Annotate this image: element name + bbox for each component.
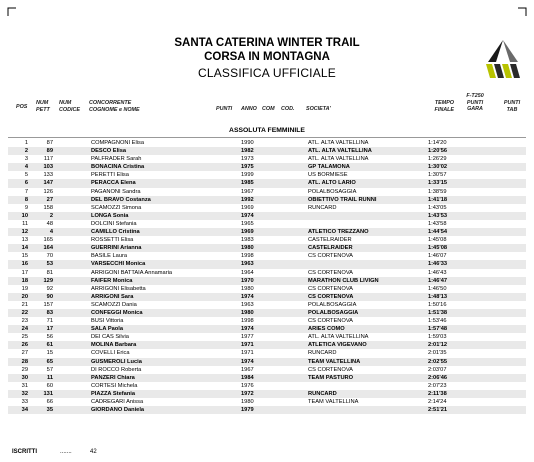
rank-cell: 10: [21, 212, 28, 219]
athlete-name-cell: LONGA Sonia: [91, 212, 129, 219]
bib-cell: 35: [46, 407, 53, 414]
birth-year-cell: 1998: [241, 253, 254, 260]
club-cell: CS CORTENOVA: [308, 293, 354, 300]
bib-cell: 92: [46, 285, 53, 292]
athlete-name-cell: PIAZZA Stefania: [91, 390, 136, 397]
rank-cell: 2: [24, 148, 28, 155]
birth-year-cell: 1965: [241, 220, 254, 227]
table-row: [8, 406, 526, 414]
bib-cell: 158: [43, 204, 53, 211]
finish-time-cell: 1:38'59: [428, 188, 447, 195]
athlete-name-cell: PALFRADER Sarah: [91, 156, 142, 163]
finish-time-cell: 2:02'55: [428, 358, 448, 365]
birth-year-cell: 1983: [241, 237, 254, 244]
club-cell: CS CORTENOVA: [308, 366, 353, 373]
bib-cell: 90: [46, 293, 53, 300]
athlete-name-cell: MOLINA Barbara: [91, 342, 137, 349]
bib-cell: 83: [46, 309, 53, 316]
club-cell: ATL. ALTA VALTELLINA: [308, 156, 369, 163]
header-punti-gara: F-T250 PUNTI GARA: [466, 93, 484, 112]
table-row: [8, 325, 526, 333]
table-row: [8, 293, 526, 301]
bib-cell: 129: [43, 277, 53, 284]
birth-year-cell: 1974: [241, 358, 254, 365]
table-row: [8, 163, 526, 171]
event-logo: [484, 40, 522, 80]
table-row: [8, 212, 526, 220]
rank-cell: 5: [24, 172, 28, 179]
table-row: [8, 269, 526, 277]
bib-cell: 131: [43, 390, 53, 397]
bib-cell: 117: [43, 156, 53, 163]
rank-cell: 14: [21, 245, 28, 252]
birth-year-cell: 1999: [241, 172, 254, 179]
athlete-name-cell: SCAMOZZI Dania: [91, 301, 137, 308]
birth-year-cell: 1969: [241, 229, 254, 236]
finish-time-cell: 1:45'08: [428, 245, 448, 252]
rank-cell: 33: [21, 399, 28, 405]
club-cell: ATLETICO TREZZANO: [308, 229, 369, 236]
athlete-name-cell: BASILE Laura: [91, 253, 128, 260]
table-row: [8, 398, 526, 406]
header-punti: PUNTI: [216, 106, 233, 112]
rank-cell: 28: [21, 358, 28, 365]
club-cell: TEAM VALTELLINA: [308, 358, 361, 365]
birth-year-cell: 1974: [241, 326, 254, 333]
rank-cell: 4: [24, 164, 28, 171]
rank-cell: 19: [21, 285, 28, 292]
rank-cell: 17: [21, 269, 28, 276]
athlete-name-cell: PAGANONI Sandra: [91, 188, 141, 195]
birth-year-cell: 1974: [241, 212, 254, 219]
table-row: [8, 358, 526, 366]
bib-cell: 157: [43, 301, 53, 308]
table-row: [8, 382, 526, 390]
birth-year-cell: 1977: [241, 334, 254, 341]
athlete-name-cell: ARRIGONI Sara: [91, 293, 134, 300]
event-title: SANTA CATERINA WINTER TRAIL: [174, 37, 360, 49]
birth-year-cell: 1964: [241, 269, 254, 276]
birth-year-cell: 1982: [241, 148, 254, 155]
finish-time-cell: 1:43'05: [428, 204, 447, 211]
header-punti-tab: PUNTI TAB: [503, 100, 521, 113]
bib-cell: 164: [43, 245, 53, 252]
bib-cell: 15: [46, 350, 53, 357]
athlete-name-cell: DOLCINI Stefania: [91, 220, 137, 227]
header-num-pett: NUM PETT: [36, 100, 50, 113]
athlete-name-cell: BUSI Vittoria: [91, 318, 124, 325]
results-table: [8, 139, 526, 414]
athlete-name-cell: BONACINA Cristina: [91, 164, 145, 171]
rank-cell: 3: [24, 156, 28, 163]
rank-cell: 25: [21, 334, 28, 341]
rank-cell: 11: [22, 220, 28, 227]
club-cell: TEAM PASTURO: [308, 374, 354, 381]
bib-cell: 57: [46, 366, 53, 373]
finish-time-cell: 1:26'29: [428, 156, 447, 163]
finish-time-cell: 1:30'02: [428, 164, 448, 171]
birth-year-cell: 1967: [241, 188, 254, 195]
table-row: [8, 147, 526, 155]
club-cell: RUNCARD: [308, 204, 337, 211]
athlete-name-cell: VARSECCHI Monica: [91, 261, 146, 268]
table-row: [8, 301, 526, 309]
club-cell: ATL. ALTA VALTELLINA: [308, 148, 372, 155]
table-row: [8, 277, 526, 285]
rank-cell: 29: [21, 366, 28, 373]
athlete-name-cell: ARRIGONI Elisabetta: [91, 285, 146, 292]
birth-year-cell: 1963: [241, 261, 254, 268]
rank-cell: 13: [21, 237, 28, 244]
athlete-name-cell: CADREGARI Anissa: [91, 399, 144, 405]
header-anno: ANNO: [241, 106, 257, 112]
rank-cell: 34: [21, 407, 28, 414]
finish-time-cell: 1:41'18: [428, 196, 448, 203]
birth-year-cell: 1990: [241, 140, 254, 146]
table-row: [8, 188, 526, 196]
finish-time-cell: 2:14'24: [428, 399, 447, 405]
rank-cell: 18: [21, 277, 28, 284]
club-cell: RUNCARD: [308, 390, 337, 397]
rank-cell: 12: [21, 229, 28, 236]
bib-cell: 165: [43, 237, 53, 244]
table-row: [8, 228, 526, 236]
table-row: [8, 171, 526, 179]
finish-time-cell: 1:59'03: [428, 334, 447, 341]
birth-year-cell: 1971: [241, 350, 254, 357]
table-row: [8, 204, 526, 212]
birth-year-cell: 1980: [241, 245, 254, 252]
header-pos: POS: [16, 104, 28, 110]
bib-cell: 89: [46, 148, 53, 155]
club-cell: TEAM VALTELLINA: [308, 399, 359, 405]
athlete-name-cell: COMPAGNONI Elisa: [91, 140, 144, 146]
finish-time-cell: 1:33'15: [428, 180, 448, 187]
athlete-name-cell: PERETTI Elisa: [91, 172, 129, 179]
birth-year-cell: 1967: [241, 366, 254, 373]
club-cell: MARATHON CLUB LIVIGN: [308, 277, 379, 284]
bib-cell: 2: [49, 212, 53, 219]
athlete-name-cell: GIORDANO Daniela: [91, 407, 145, 414]
rank-cell: 15: [21, 253, 28, 260]
birth-year-cell: 1976: [241, 382, 254, 389]
finish-time-cell: 1:48'13: [428, 293, 448, 300]
finish-time-cell: 1:50'16: [428, 301, 447, 308]
athlete-name-cell: FAIFER Monica: [91, 277, 133, 284]
bib-cell: 65: [46, 358, 53, 365]
finish-time-cell: 1:43'53: [428, 212, 448, 219]
athlete-name-cell: COVELLI Erica: [91, 350, 130, 357]
finish-time-cell: 1:51'38: [428, 309, 448, 316]
bib-cell: 126: [43, 188, 53, 195]
bib-cell: 147: [43, 180, 53, 187]
club-cell: CS CORTENOVA: [308, 318, 353, 325]
footer-dots: .......: [60, 449, 72, 455]
rank-cell: 30: [21, 374, 28, 381]
birth-year-cell: 1973: [241, 156, 254, 163]
athlete-name-cell: DEL BRAVO Costanza: [91, 196, 151, 203]
finish-time-cell: 1:46'47: [428, 277, 448, 284]
rank-cell: 9: [24, 204, 28, 211]
finish-time-cell: 1:46'50: [428, 285, 447, 292]
table-row: [8, 366, 526, 374]
birth-year-cell: 1972: [241, 390, 254, 397]
rank-cell: 8: [24, 196, 28, 203]
bib-cell: 87: [46, 140, 53, 146]
bib-cell: 133: [43, 172, 53, 179]
table-row: [8, 220, 526, 228]
athlete-name-cell: PANZERI Chiara: [91, 374, 135, 381]
athlete-name-cell: GUSMEROLI Lucia: [91, 358, 142, 365]
header-tempo-finale: TEMPO FINALE: [434, 100, 454, 113]
club-cell: CS CORTENOVA: [308, 285, 353, 292]
birth-year-cell: 1970: [241, 277, 254, 284]
rank-cell: 31: [21, 382, 28, 389]
birth-year-cell: 1985: [241, 180, 254, 187]
bib-cell: 56: [46, 334, 53, 341]
athlete-name-cell: DI ROCCO Roberta: [91, 366, 142, 373]
birth-year-cell: 1969: [241, 204, 254, 211]
finish-time-cell: 1:45'08: [428, 237, 447, 244]
finish-time-cell: 1:46'33: [428, 261, 448, 268]
finish-time-cell: 1:44'54: [428, 229, 448, 236]
bib-cell: 70: [46, 253, 53, 260]
athlete-name-cell: GUERRINI Arianna: [91, 245, 142, 252]
table-row: [8, 374, 526, 382]
event-subtitle: CORSA IN MONTAGNA: [204, 51, 330, 63]
bib-cell: 11: [46, 374, 53, 381]
rank-cell: 16: [21, 261, 28, 268]
bib-cell: 27: [46, 196, 53, 203]
table-row: [8, 196, 526, 204]
bib-cell: 60: [46, 382, 53, 389]
athlete-name-cell: CONFEGGI Monica: [91, 309, 143, 316]
footer-iscritti: [12, 449, 97, 455]
table-row: [8, 390, 526, 398]
finish-time-cell: 2:51'21: [428, 407, 448, 414]
footer-label: ISCRITTI: [12, 449, 37, 455]
birth-year-cell: 1975: [241, 164, 254, 171]
bib-cell: 71: [46, 318, 53, 325]
athlete-name-cell: ROSSETTI Elisa: [91, 237, 134, 244]
finish-time-cell: 2:07'23: [428, 382, 447, 389]
bib-cell: 66: [46, 399, 53, 405]
table-row: [8, 349, 526, 357]
birth-year-cell: 1963: [241, 301, 254, 308]
birth-year-cell: 1980: [241, 285, 254, 292]
club-cell: POLALBOSAGGIA: [308, 309, 359, 316]
club-cell: CASTELRAIDER: [308, 237, 352, 244]
athlete-name-cell: DESCO Elisa: [91, 148, 127, 155]
rank-cell: 20: [21, 293, 28, 300]
table-row: [8, 244, 526, 252]
bib-cell: 17: [46, 326, 53, 333]
club-cell: POLALBOSAGGIA: [308, 188, 357, 195]
rank-cell: 27: [21, 350, 28, 357]
birth-year-cell: 1979: [241, 407, 254, 414]
footer-count: 42: [90, 449, 97, 455]
header-cod: COD.: [281, 106, 295, 112]
bib-cell: 48: [46, 220, 53, 227]
section-divider: [8, 137, 526, 138]
table-row: [8, 341, 526, 349]
club-cell: ARIES COMO: [308, 326, 345, 333]
club-cell: GP TALAMONA: [308, 164, 350, 171]
bib-cell: 81: [46, 269, 53, 276]
finish-time-cell: 1:30'57: [428, 172, 447, 179]
club-cell: ATL. ALTA VALTELLINA: [308, 334, 369, 341]
table-row: [8, 285, 526, 293]
birth-year-cell: 1974: [241, 293, 254, 300]
athlete-name-cell: CAMILLO Cristina: [91, 229, 140, 236]
crop-mark-top-left: [6, 6, 16, 16]
document-title: CLASSIFICA UFFICIALE: [197, 66, 337, 80]
club-cell: OBIETTIVO TRAIL RUNNI: [308, 196, 377, 203]
table-row: [8, 139, 526, 147]
birth-year-cell: 1992: [241, 196, 254, 203]
club-cell: CS CORTENOVA: [308, 253, 353, 260]
table-row: [8, 179, 526, 187]
athlete-name-cell: SALA Paola: [91, 326, 124, 333]
athlete-name-cell: CORTESI Michela: [91, 382, 138, 389]
club-cell: ATL. ALTO LARIO: [308, 180, 356, 187]
table-row: [8, 252, 526, 260]
crop-mark-top-right: [518, 6, 528, 16]
finish-time-cell: 1:57'48: [428, 326, 448, 333]
athlete-name-cell: ARRIGONI BATTAIA Annamaria: [91, 269, 173, 276]
birth-year-cell: 1971: [241, 342, 254, 349]
header-num-codice: NUM CODICE: [59, 100, 80, 113]
section-title: ASSOLUTA FEMMINILE: [229, 127, 305, 134]
header-societa: SOCIETA': [306, 106, 331, 112]
finish-time-cell: 2:01'35: [428, 350, 447, 357]
club-cell: US BORMIESE: [308, 172, 348, 179]
finish-time-cell: 2:11'38: [428, 390, 447, 397]
club-cell: RUNCARD: [308, 350, 337, 357]
finish-time-cell: 1:46'07: [428, 253, 447, 260]
header-com: COM: [262, 106, 275, 112]
athlete-name-cell: PERACCA Elena: [91, 180, 136, 187]
athlete-name-cell: DEI CAS Silvia: [91, 334, 129, 341]
rank-cell: 22: [21, 309, 28, 316]
rank-cell: 21: [21, 301, 28, 308]
table-row: [8, 260, 526, 268]
finish-time-cell: 2:03'07: [428, 366, 447, 373]
club-cell: CASTELRAIDER: [308, 245, 353, 252]
rank-cell: 24: [21, 326, 28, 333]
bib-cell: 61: [46, 342, 53, 349]
finish-time-cell: 1:14'20: [428, 140, 447, 146]
rank-cell: 32: [21, 390, 28, 397]
rank-cell: 6: [24, 180, 28, 187]
birth-year-cell: 1980: [241, 399, 254, 405]
bib-cell: 4: [49, 229, 53, 236]
table-row: [8, 236, 526, 244]
bib-cell: 53: [46, 261, 53, 268]
club-cell: ATL. ALTA VALTELLINA: [308, 140, 369, 146]
birth-year-cell: 1980: [241, 309, 254, 316]
bib-cell: 103: [43, 164, 53, 171]
table-row: [8, 333, 526, 341]
finish-time-cell: 1:46'43: [428, 269, 447, 276]
rank-cell: 1: [24, 140, 28, 146]
header-concorrente: CONCORRENTE COGNOME e NOME: [89, 100, 140, 113]
club-cell: POLALBOSAGGIA: [308, 301, 357, 308]
finish-time-cell: 1:20'56: [428, 148, 448, 155]
birth-year-cell: 1998: [241, 318, 254, 325]
athlete-name-cell: SCAMOZZI Simona: [91, 204, 142, 211]
finish-time-cell: 1:43'58: [428, 220, 447, 227]
club-cell: ATLETICA VIGEVANO: [308, 342, 367, 349]
finish-time-cell: 2:01'12: [428, 342, 448, 349]
table-row: [8, 309, 526, 317]
rank-cell: 7: [24, 188, 28, 195]
birth-year-cell: 1984: [241, 374, 254, 381]
table-row: [8, 155, 526, 163]
finish-time-cell: 2:06'46: [428, 374, 448, 381]
table-row: [8, 317, 526, 325]
rank-cell: 23: [21, 318, 28, 325]
club-cell: CS CORTENOVA: [308, 269, 353, 276]
finish-time-cell: 1:53'46: [428, 318, 447, 325]
rank-cell: 26: [21, 342, 28, 349]
